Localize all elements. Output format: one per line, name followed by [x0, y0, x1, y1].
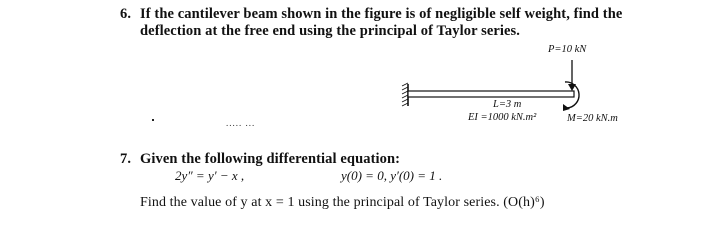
problem-6-line-2: deflection at the free end using the principal of Taylor series.: [140, 23, 521, 39]
differential-equation: 2y″ = y′ − x ,: [175, 168, 245, 183]
problem-6-number: 6.: [120, 6, 132, 22]
length-label: L=3 m: [493, 99, 522, 110]
problem-6-line-1: If the cantilever beam shown in the figure is of negligible self weight, find the: [140, 6, 623, 22]
rigidity-label: EI =1000 kN.m²: [468, 112, 537, 123]
cantilever-beam-figure: [395, 40, 640, 140]
load-label: P=10 kN: [548, 44, 587, 55]
initial-conditions: y(0) = 0, y′(0) = 1 .: [341, 168, 443, 183]
fixed-support: [402, 83, 408, 106]
problem-7-find-line: Find the value of y at x = 1 using the principal of Taylor series. (O(h)⁶): [140, 195, 545, 210]
moment-label: M=20 kN.m: [567, 113, 618, 124]
stray-dots: ..... ...: [226, 118, 256, 128]
stray-dot: [152, 119, 154, 121]
problem-7-number: 7.: [120, 151, 132, 167]
point-load-arrow: [568, 60, 576, 91]
problem-7-line-1: Given the following differential equation:: [140, 151, 401, 167]
beam: [408, 91, 574, 97]
